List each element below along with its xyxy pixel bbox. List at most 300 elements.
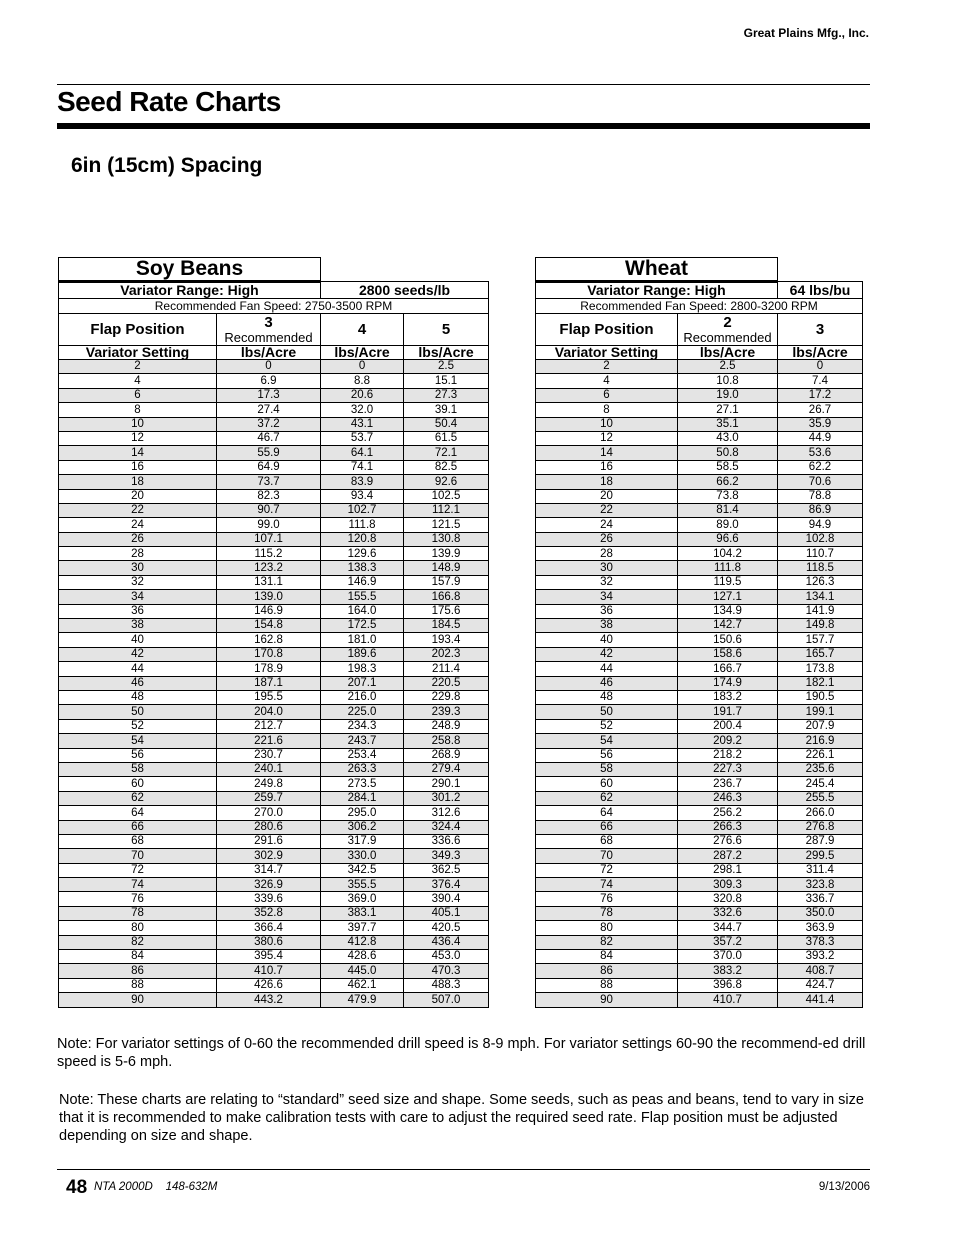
table-row [536,561,863,575]
variator-setting-cell: 58 [536,762,678,776]
rate-cell: 99.0 [217,518,321,532]
rate-cell: 349.3 [404,849,489,863]
variator-setting-cell: 6 [536,388,678,402]
soy-col-header: lbs/Acre [217,346,321,360]
rate-cell: 2.5 [404,360,489,374]
rate-cell: 311.4 [778,863,863,877]
variator-setting-cell: 36 [59,604,217,618]
rate-cell: 6.9 [217,374,321,388]
table-row [536,978,863,992]
rate-cell: 166.8 [404,590,489,604]
rate-cell: 320.8 [678,892,778,906]
variator-setting-cell: 48 [536,690,678,704]
variator-setting-cell: 68 [59,834,217,848]
table-row [59,734,489,748]
table-row [59,460,489,474]
table-row [536,547,863,561]
table-row [536,820,863,834]
rate-cell: 350.0 [778,906,863,920]
wheat-flap-3: 3 [778,314,863,346]
rate-cell: 249.8 [217,777,321,791]
table-row [536,503,863,517]
rate-cell: 397.7 [321,921,404,935]
rate-cell: 204.0 [217,705,321,719]
rate-cell: 7.4 [778,374,863,388]
rate-cell: 138.3 [321,561,404,575]
rate-cell: 0 [778,360,863,374]
rate-cell: 190.5 [778,690,863,704]
document-date: 9/13/2006 [818,1181,870,1193]
rate-cell: 142.7 [678,619,778,633]
rate-cell: 19.0 [678,388,778,402]
rate-cell: 280.6 [217,820,321,834]
footer-rule [57,1169,870,1170]
variator-setting-cell: 24 [536,518,678,532]
rate-cell: 309.3 [678,878,778,892]
company-name: Great Plains Mfg., Inc. [743,26,869,40]
wheat-col-header: lbs/Acre [678,346,778,360]
rate-cell: 212.7 [217,719,321,733]
rate-cell: 198.3 [321,662,404,676]
variator-setting-cell: 86 [536,964,678,978]
rate-cell: 78.8 [778,489,863,503]
wheat-col-header: lbs/Acre [778,346,863,360]
variator-setting-cell: 52 [536,719,678,733]
variator-setting-cell: 22 [59,503,217,517]
rate-cell: 187.1 [217,676,321,690]
variator-setting-cell: 88 [536,978,678,992]
wheat-chart [535,257,863,1008]
rate-cell: 43.1 [321,417,404,431]
soy-range: Variator Range: High [59,282,321,299]
rate-cell: 175.6 [404,604,489,618]
table-row [59,705,489,719]
variator-setting-cell: 66 [59,820,217,834]
variator-setting-cell: 20 [536,489,678,503]
variator-setting-cell: 38 [536,619,678,633]
rate-cell: 27.4 [217,403,321,417]
variator-setting-cell: 16 [536,460,678,474]
table-row [536,748,863,762]
rate-cell: 107.1 [217,532,321,546]
table-row [59,878,489,892]
soy-table [58,257,489,1008]
variator-setting-cell: 64 [536,806,678,820]
table-row [59,388,489,402]
table-row [59,518,489,532]
rate-cell: 146.9 [321,575,404,589]
rate-cell: 230.7 [217,748,321,762]
rate-cell: 58.5 [678,460,778,474]
rate-cell: 26.7 [778,403,863,417]
table-row [59,475,489,489]
table-row [536,863,863,877]
rate-cell: 336.7 [778,892,863,906]
table-row [59,547,489,561]
document-id: NTA 2000D 148-632M [94,1181,218,1193]
variator-setting-cell: 4 [536,374,678,388]
variator-setting-cell: 82 [536,935,678,949]
table-row [536,575,863,589]
rate-cell: 211.4 [404,662,489,676]
variator-setting-cell: 34 [536,590,678,604]
rate-cell: 301.2 [404,791,489,805]
rate-cell: 83.9 [321,475,404,489]
rate-cell: 218.2 [678,748,778,762]
table-row [59,849,489,863]
variator-setting-cell: 18 [59,475,217,489]
rate-cell: 94.9 [778,518,863,532]
variator-setting-cell: 82 [59,935,217,949]
table-row [59,791,489,805]
rate-cell: 279.4 [404,762,489,776]
variator-setting-cell: 30 [536,561,678,575]
rate-cell: 127.1 [678,590,778,604]
rate-cell: 323.8 [778,878,863,892]
rate-cell: 39.1 [404,403,489,417]
variator-setting-cell: 2 [59,360,217,374]
rate-cell: 130.8 [404,532,489,546]
variator-setting-cell: 90 [59,993,217,1007]
variator-setting-cell: 24 [59,518,217,532]
soy-col-header: lbs/Acre [321,346,404,360]
rate-cell: 420.5 [404,921,489,935]
rate-cell: 166.7 [678,662,778,676]
table-row [536,964,863,978]
rate-cell: 256.2 [678,806,778,820]
variator-setting-cell: 68 [536,834,678,848]
rate-cell: 253.4 [321,748,404,762]
rate-cell: 396.8 [678,978,778,992]
rate-cell: 126.3 [778,575,863,589]
note-drill-speed: Note: For variator settings of 0-60 the recommended drill speed is 8-9 mph. For variator settings 60-90 the recommend-ed drill speed is 5-6 mph. [57,1036,866,1070]
rate-cell: 291.6 [217,834,321,848]
table-row [536,791,863,805]
rate-cell: 376.4 [404,878,489,892]
rate-cell: 15.1 [404,374,489,388]
rate-cell: 32.0 [321,403,404,417]
rate-cell: 229.8 [404,690,489,704]
rate-cell: 129.6 [321,547,404,561]
table-row [59,978,489,992]
rate-cell: 227.3 [678,762,778,776]
rate-cell: 139.0 [217,590,321,604]
table-row [536,475,863,489]
table-row [536,417,863,431]
rate-cell: 120.8 [321,532,404,546]
table-row [536,806,863,820]
soy-data-rows [59,360,489,1008]
rate-cell: 123.2 [217,561,321,575]
rate-cell: 273.5 [321,777,404,791]
rate-cell: 270.0 [217,806,321,820]
variator-setting-cell: 42 [59,647,217,661]
table-row [536,374,863,388]
rate-cell: 73.7 [217,475,321,489]
table-row [536,719,863,733]
rate-cell: 35.9 [778,417,863,431]
rate-cell: 284.1 [321,791,404,805]
rate-cell: 268.9 [404,748,489,762]
table-row [536,590,863,604]
table-row [59,676,489,690]
rate-cell: 157.9 [404,575,489,589]
rate-cell: 119.5 [678,575,778,589]
variator-setting-cell: 76 [59,892,217,906]
rate-cell: 8.8 [321,374,404,388]
table-row [59,403,489,417]
rate-cell: 44.9 [778,431,863,445]
rate-cell: 479.9 [321,993,404,1007]
rate-cell: 441.4 [778,993,863,1007]
table-row [59,532,489,546]
table-row [59,690,489,704]
variator-setting-cell: 22 [536,503,678,517]
table-row [536,849,863,863]
variator-setting-cell: 60 [59,777,217,791]
page-number: 48 [66,1177,88,1198]
rate-cell: 488.3 [404,978,489,992]
rate-cell: 27.3 [404,388,489,402]
rate-cell: 157.7 [778,633,863,647]
rate-cell: 17.3 [217,388,321,402]
rate-cell: 243.7 [321,734,404,748]
rate-cell: 393.2 [778,950,863,964]
variator-setting-cell: 36 [536,604,678,618]
rate-cell: 306.2 [321,820,404,834]
soy-setting-header: Variator Setting [59,346,217,360]
header-rule [57,84,870,85]
rate-cell: 102.5 [404,489,489,503]
variator-setting-cell: 56 [59,748,217,762]
rate-cell: 240.1 [217,762,321,776]
rate-cell: 184.5 [404,619,489,633]
page-title: Seed Rate Charts [57,86,281,117]
rate-cell: 436.4 [404,935,489,949]
rate-cell: 462.1 [321,978,404,992]
rate-cell: 149.8 [778,619,863,633]
rate-cell: 0 [321,360,404,374]
rate-cell: 276.6 [678,834,778,848]
rate-cell: 424.7 [778,978,863,992]
rate-cell: 72.1 [404,446,489,460]
rate-cell: 110.7 [778,547,863,561]
rate-cell: 165.7 [778,647,863,661]
rate-cell: 182.1 [778,676,863,690]
rate-cell: 324.4 [404,820,489,834]
rate-cell: 299.5 [778,849,863,863]
rate-cell: 189.6 [321,647,404,661]
table-row [59,748,489,762]
wheat-title-spacer [778,258,863,282]
variator-setting-cell: 12 [59,431,217,445]
rate-cell: 295.0 [321,806,404,820]
variator-setting-cell: 54 [59,734,217,748]
rate-cell: 0 [217,360,321,374]
wheat-setting-header: Variator Setting [536,346,678,360]
rate-cell: 53.6 [778,446,863,460]
rate-cell: 410.7 [217,964,321,978]
table-row [59,762,489,776]
rate-cell: 73.8 [678,489,778,503]
table-row [536,360,863,374]
table-row [536,935,863,949]
table-row [536,647,863,661]
rate-cell: 118.5 [778,561,863,575]
table-row [536,518,863,532]
table-row [59,446,489,460]
table-row [59,935,489,949]
rate-cell: 17.2 [778,388,863,402]
variator-setting-cell: 74 [59,878,217,892]
rate-cell: 330.0 [321,849,404,863]
table-row [59,590,489,604]
rate-cell: 225.0 [321,705,404,719]
rate-cell: 82.3 [217,489,321,503]
rate-cell: 134.1 [778,590,863,604]
rate-cell: 154.8 [217,619,321,633]
table-row [536,993,863,1007]
soy-title-spacer [321,258,489,282]
rate-cell: 158.6 [678,647,778,661]
rate-cell: 408.7 [778,964,863,978]
variator-setting-cell: 8 [59,403,217,417]
rate-cell: 378.3 [778,935,863,949]
wheat-table [535,257,863,1008]
wheat-recommended-label: Recommended [683,330,772,345]
rate-cell: 81.4 [678,503,778,517]
table-row [59,906,489,920]
rate-cell: 344.7 [678,921,778,935]
rate-cell: 239.3 [404,705,489,719]
rate-cell: 139.9 [404,547,489,561]
table-row [536,705,863,719]
rate-cell: 326.9 [217,878,321,892]
variator-setting-cell: 72 [536,863,678,877]
variator-setting-cell: 42 [536,647,678,661]
rate-cell: 2.5 [678,360,778,374]
rate-cell: 395.4 [217,950,321,964]
wheat-flap-2: 2 Recommended [678,314,778,346]
table-row [536,734,863,748]
variator-setting-cell: 32 [59,575,217,589]
rate-cell: 121.5 [404,518,489,532]
table-row [536,633,863,647]
rate-cell: 246.3 [678,791,778,805]
variator-setting-cell: 28 [59,547,217,561]
rate-cell: 90.7 [217,503,321,517]
variator-setting-cell: 4 [59,374,217,388]
rate-cell: 263.3 [321,762,404,776]
rate-cell: 112.1 [404,503,489,517]
variator-setting-cell: 50 [59,705,217,719]
rate-cell: 202.3 [404,647,489,661]
rate-cell: 339.6 [217,892,321,906]
rate-cell: 93.4 [321,489,404,503]
rate-cell: 172.5 [321,619,404,633]
variator-setting-cell: 90 [536,993,678,1007]
wheat-flap-label: Flap Position [536,314,678,346]
table-row [59,633,489,647]
rate-cell: 86.9 [778,503,863,517]
rate-cell: 134.9 [678,604,778,618]
rate-cell: 70.6 [778,475,863,489]
variator-setting-cell: 64 [59,806,217,820]
rate-cell: 317.9 [321,834,404,848]
soy-flap-label: Flap Position [59,314,217,346]
variator-setting-cell: 62 [536,791,678,805]
table-row [59,503,489,517]
table-row [59,719,489,733]
rate-cell: 383.1 [321,906,404,920]
variator-setting-cell: 16 [59,460,217,474]
rate-cell: 255.5 [778,791,863,805]
table-row [59,561,489,575]
rate-cell: 287.9 [778,834,863,848]
variator-setting-cell: 54 [536,734,678,748]
soy-title: Soy Beans [59,258,321,282]
wheat-range: Variator Range: High [536,282,778,299]
rate-cell: 195.5 [217,690,321,704]
rate-cell: 92.6 [404,475,489,489]
variator-setting-cell: 72 [59,863,217,877]
rate-cell: 405.1 [404,906,489,920]
variator-setting-cell: 76 [536,892,678,906]
variator-setting-cell: 46 [536,676,678,690]
table-row [59,993,489,1007]
table-row [59,834,489,848]
rate-cell: 82.5 [404,460,489,474]
variator-setting-cell: 66 [536,820,678,834]
rate-cell: 443.2 [217,993,321,1007]
table-row [536,892,863,906]
variator-setting-cell: 60 [536,777,678,791]
wheat-fan-speed: Recommended Fan Speed: 2800-3200 RPM [536,299,863,314]
rate-cell: 27.1 [678,403,778,417]
rate-cell: 191.7 [678,705,778,719]
rate-cell: 226.1 [778,748,863,762]
table-row [59,777,489,791]
rate-cell: 410.7 [678,993,778,1007]
rate-cell: 276.8 [778,820,863,834]
table-row [59,489,489,503]
soy-flap-5: 5 [404,314,489,346]
rate-cell: 131.1 [217,575,321,589]
table-row [59,820,489,834]
rate-cell: 155.5 [321,590,404,604]
table-row [536,662,863,676]
rate-cell: 174.9 [678,676,778,690]
variator-setting-cell: 8 [536,403,678,417]
table-row [536,690,863,704]
table-row [59,647,489,661]
variator-setting-cell: 80 [59,921,217,935]
rate-cell: 170.8 [217,647,321,661]
rate-cell: 150.6 [678,633,778,647]
note-seed-size: Note: These charts are relating to “standard” seed size and shape. Some seeds, such as peas and beans, tend to vary in size that it is recommended to make calibration tests with care to adjust the required seed rate. Flap position must be adjusted depending on size and shape. [59,1092,864,1144]
soy-col-header: lbs/Acre [404,346,489,360]
rate-cell: 369.0 [321,892,404,906]
variator-setting-cell: 26 [59,532,217,546]
rate-cell: 64.9 [217,460,321,474]
rate-cell: 248.9 [404,719,489,733]
table-row [59,921,489,935]
rate-cell: 342.5 [321,863,404,877]
rate-cell: 64.1 [321,446,404,460]
variator-setting-cell: 70 [536,849,678,863]
variator-setting-cell: 32 [536,575,678,589]
rate-cell: 146.9 [217,604,321,618]
